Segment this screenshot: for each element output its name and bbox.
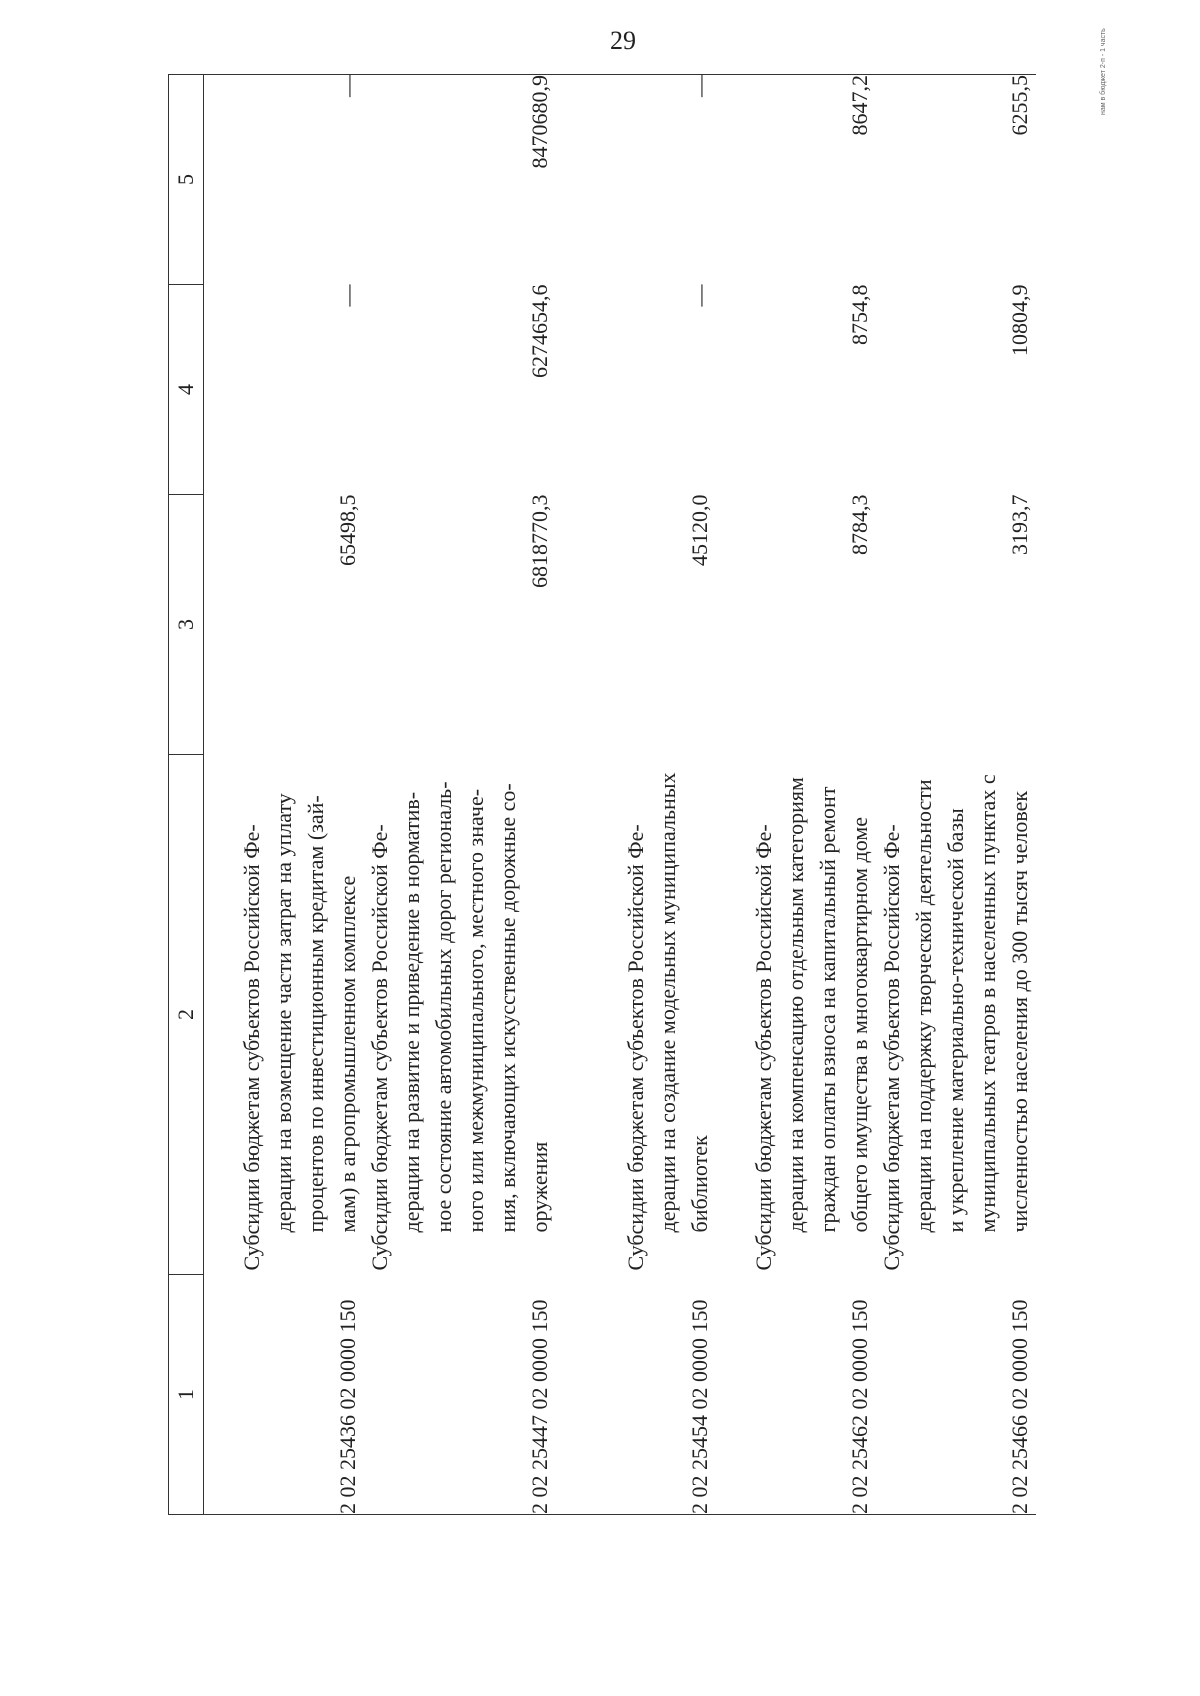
column-header: 5 bbox=[169, 75, 204, 285]
budget-code: 2 02 25447 02 0000 150 bbox=[364, 1275, 556, 1515]
rotated-table-container bbox=[168, 75, 1200, 1515]
budget-code: 2 02 25466 02 0000 150 bbox=[876, 1275, 1036, 1515]
budget-code: 2 02 25462 02 0000 150 bbox=[716, 1275, 876, 1515]
column-header: 1 bbox=[169, 1275, 204, 1515]
column-header: 2 bbox=[169, 755, 204, 1275]
value-col5: 8647,2 bbox=[716, 75, 876, 285]
table-row bbox=[556, 75, 716, 1515]
value-col3: 45120,0 bbox=[686, 494, 712, 566]
table-row bbox=[876, 75, 1036, 1515]
value-col3: 3193,7 bbox=[1006, 494, 1032, 555]
budget-code: 2 02 25436 02 0000 150 bbox=[204, 1275, 364, 1515]
table-row bbox=[716, 75, 876, 1515]
budget-table bbox=[168, 74, 1036, 1515]
column-header: 4 bbox=[169, 285, 204, 495]
budget-code: 2 02 25454 02 0000 150 bbox=[556, 1275, 716, 1515]
value-col4: — bbox=[686, 284, 712, 307]
item-description: Субсидии бюджетам субъектов Российской Фе- дерации на возмещение части затрат на уплату процентов по инвестиционным кредитам (зай- мам) в агропромышленном комплексе bbox=[238, 793, 360, 1271]
item-description: Субсидии бюджетам субъектов Российской Фе- дерации на поддержку творческой деятельности и укрепление материально-технической базы муниципальных театров в населенных пунктах с численностью населения до 300 тысяч человек bbox=[878, 774, 1032, 1271]
value-col4: — bbox=[334, 284, 360, 307]
item-description: Субсидии бюджетам субъектов Российской Фе- дерации на развитие и приведение в норматив- ное состояние автомобильных дорог региональ- ного или межмуниципального, местного значе- ния, включающих искусственные дорожные со- оружения bbox=[366, 781, 552, 1271]
page-number: 29 bbox=[610, 26, 636, 55]
value-col3: 6818770,3 bbox=[526, 494, 552, 588]
value-col4: 10804,9 bbox=[1006, 284, 1032, 356]
value-col4: 6274654,6 bbox=[526, 284, 552, 378]
item-description: Субсидии бюджетам субъектов Российской Фе- дерации на компенсацию отдельным категориям граждан оплаты взноса на капитальный ремонт общего имущества в многоквартирном доме bbox=[750, 777, 872, 1271]
value-col5: 6255,5 bbox=[876, 75, 1036, 285]
table-header-row bbox=[169, 75, 204, 1515]
value-col5: — bbox=[204, 75, 364, 285]
table-row bbox=[364, 75, 556, 1515]
value-col3: 8784,3 bbox=[846, 494, 872, 555]
value-col5: — bbox=[556, 75, 716, 285]
table-row bbox=[204, 75, 364, 1515]
value-col4: 8754,8 bbox=[846, 284, 872, 345]
footer-mark: нам в бюджет 2-п - 1 часть bbox=[1100, 28, 1107, 115]
value-col5: 8470680,9 bbox=[364, 75, 556, 285]
item-description: Субсидии бюджетам субъектов Российской Фе- дерации на создание модельных муниципальных библиотек bbox=[622, 772, 712, 1271]
value-col3: 65498,5 bbox=[334, 494, 360, 566]
column-header: 3 bbox=[169, 495, 204, 755]
